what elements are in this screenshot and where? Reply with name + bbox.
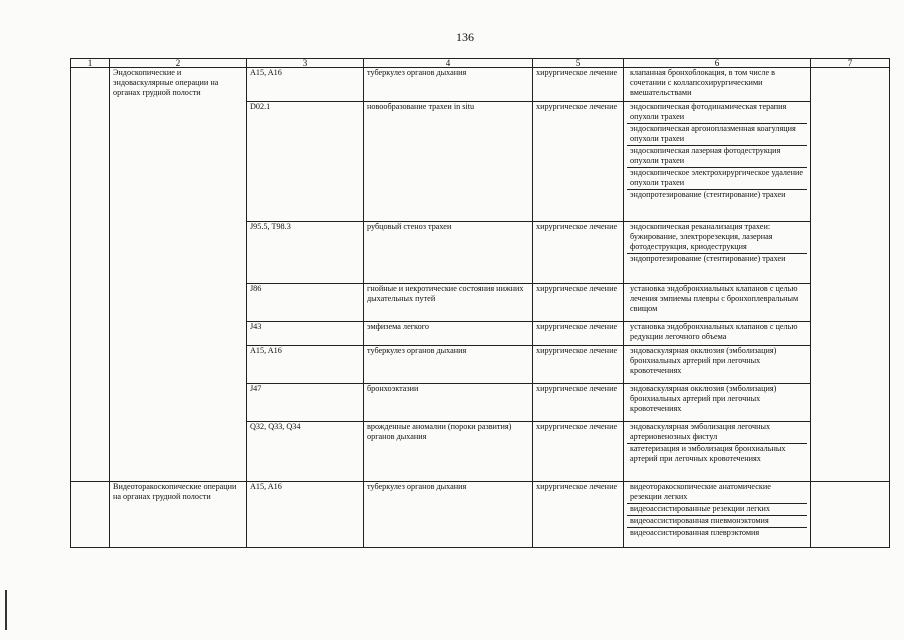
methods-cell	[624, 482, 811, 548]
icd-codes-cell: A15, A16	[247, 346, 364, 384]
treatment-method: эндоваскулярная окклюзия (эмболизация) бронхиальных артерий при легочных кровотечениях	[630, 346, 777, 375]
treatment-method: эндоскопическая аргоноплазменная коагуляция опухоли трахеи	[627, 124, 807, 146]
treatment-method: видеоассистированные резекции легких	[627, 504, 807, 516]
row-number-cell	[71, 482, 110, 548]
methods-cell	[624, 346, 811, 384]
treatment-method: эндоскопическая реканализация трахеи: бужирование, электрорезекция, лазерная фотодеструкция, криодеструкция	[627, 222, 807, 254]
disease-cell: эмфизема легкого	[364, 322, 533, 346]
disease-cell: рубцовый стеноз трахеи	[364, 222, 533, 284]
treatment-method: эндопротезирование (стентирование) трахеи	[630, 190, 786, 199]
column-number: 7	[811, 59, 890, 68]
category-cell: Видеоторакоскопические операции на органах грудной полости	[110, 482, 247, 548]
row-number-cell	[71, 68, 110, 482]
treatment-method: видеоассистированная пневмонэктомия	[627, 516, 807, 528]
methods-cell	[624, 68, 811, 102]
column-number: 4	[364, 59, 533, 68]
icd-codes-cell: J86	[247, 284, 364, 322]
treatment-method: установка эндобронхиальных клапанов с целью лечения эмпиемы плевры с бронхоплевральным свищом	[630, 284, 799, 313]
disease-cell: бронхоэктазии	[364, 384, 533, 422]
treatment-type-cell: хирургическое лечение	[533, 222, 624, 284]
icd-codes-cell: Q32, Q33, Q34	[247, 422, 364, 482]
treatment-method: эндопротезирование (стентирование) трахеи	[630, 254, 786, 263]
icd-codes-cell: D02.1	[247, 102, 364, 222]
column-number-row	[71, 59, 890, 68]
disease-cell: врожденные аномалии (пороки развития) органов дыхания	[364, 422, 533, 482]
treatment-type-cell: хирургическое лечение	[533, 482, 624, 548]
icd-codes-cell: J43	[247, 322, 364, 346]
table-row	[71, 68, 890, 102]
treatment-method: катетеризация и эмболизация бронхиальных артерий при легочных кровотечениях	[630, 444, 786, 463]
treatment-type-cell: хирургическое лечение	[533, 346, 624, 384]
column-number: 3	[247, 59, 364, 68]
methods-cell	[624, 384, 811, 422]
treatment-method: видеоассистированная плеврэктомия	[630, 528, 760, 537]
disease-cell: туберкулез органов дыхания	[364, 346, 533, 384]
treatment-type-cell: хирургическое лечение	[533, 284, 624, 322]
disease-cell: новообразование трахеи in situ	[364, 102, 533, 222]
methods-cell	[624, 422, 811, 482]
treatment-method: эндоваскулярная эмболизация легочных артериовенозных фистул	[627, 422, 807, 444]
empty-cell	[811, 482, 890, 548]
treatment-type-cell: хирургическое лечение	[533, 384, 624, 422]
icd-codes-cell: A15, A16	[247, 68, 364, 102]
column-number: 2	[110, 59, 247, 68]
icd-codes-cell: J47	[247, 384, 364, 422]
treatment-method: установка эндобронхиальных клапанов с целью редукции легочного объема	[630, 322, 798, 341]
procedures-table	[70, 58, 890, 548]
disease-cell: туберкулез органов дыхания	[364, 482, 533, 548]
page-number: 136	[456, 30, 474, 44]
treatment-type-cell: хирургическое лечение	[533, 422, 624, 482]
treatment-type-cell: хирургическое лечение	[533, 322, 624, 346]
disease-cell: туберкулез органов дыхания	[364, 68, 533, 102]
disease-cell: гнойные и некротические состояния нижних дыхательных путей	[364, 284, 533, 322]
treatment-type-cell: хирургическое лечение	[533, 68, 624, 102]
treatment-method: эндоскопическая лазерная фотодеструкция опухоли трахеи	[627, 146, 807, 168]
category-cell: Эндоскопические и эндоваскулярные операции на органах грудной полости	[110, 68, 247, 482]
icd-codes-cell: J95.5, T98.3	[247, 222, 364, 284]
treatment-method: эндоскопическая фотодинамическая терапия опухоли трахеи	[627, 102, 807, 124]
methods-cell	[624, 284, 811, 322]
treatment-method: клапанная бронхоблокация, в том числе в сочетании с коллапсохирургическими вмешательствами	[630, 68, 775, 97]
table-row	[71, 482, 890, 548]
column-number: 1	[71, 59, 110, 68]
treatment-method: видеоторакоскопические анатомические резекции легких	[627, 482, 807, 504]
empty-cell	[811, 68, 890, 482]
column-number: 5	[533, 59, 624, 68]
methods-cell	[624, 322, 811, 346]
icd-codes-cell: A15, A16	[247, 482, 364, 548]
treatment-method: эндоскопическое электрохирургическое удаление опухоли трахеи	[627, 168, 807, 190]
treatment-method: эндоваскулярная окклюзия (эмболизация) бронхиальных артерий при легочных кровотечениях	[630, 384, 777, 413]
treatment-type-cell: хирургическое лечение	[533, 102, 624, 222]
methods-cell	[624, 222, 811, 284]
margin-mark	[5, 590, 7, 630]
column-number: 6	[624, 59, 811, 68]
methods-cell	[624, 102, 811, 222]
